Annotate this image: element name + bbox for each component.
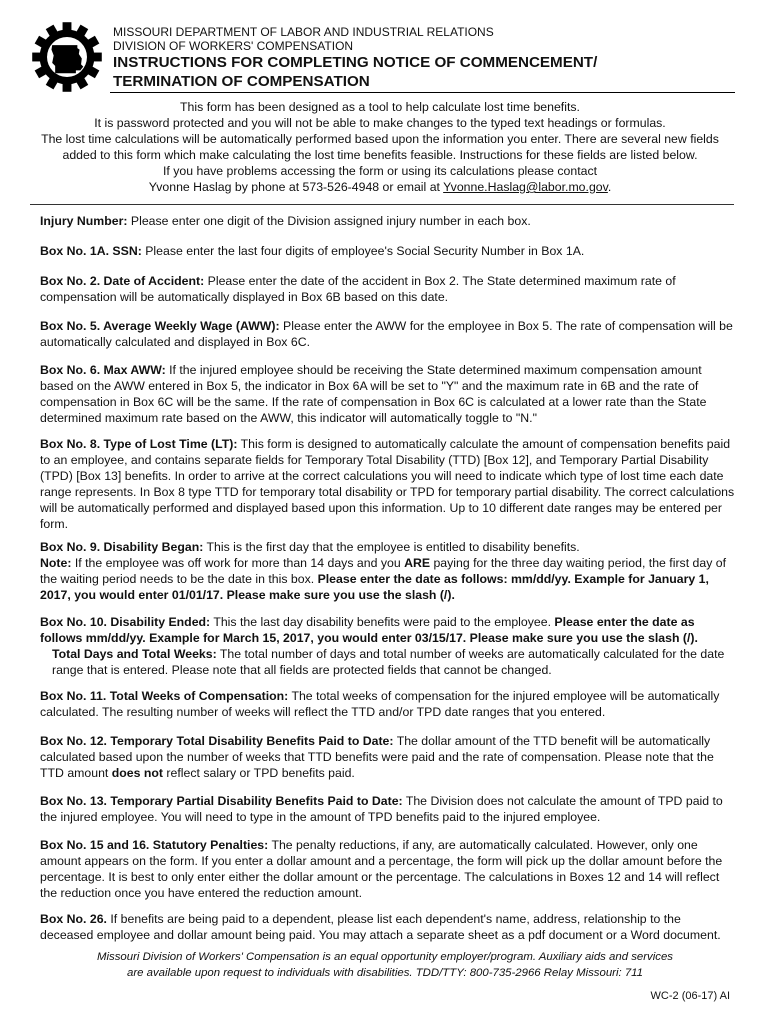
box-9-note-text-2: paying for the three day waiting period, the first day of the waiting period needs to be the date in this box.: [40, 556, 727, 587]
intro-line-1: This form has been designed as a tool to help calculate lost time benefits.: [180, 100, 580, 114]
box-12-text: The dollar amount of the TTD benefit will be automatically calculated based upon the number of weeks that TTD benefits were paid and the rate of compensation. Please note that the TTD amount: [40, 734, 714, 781]
box-9-text: This is the first day that the employee is entitled to disability benefits.: [203, 540, 580, 554]
box-10-instruction: [40, 614, 735, 678]
missouri-gear-seal-icon: [30, 20, 104, 94]
box-6-instruction: [40, 362, 735, 426]
box-5-instruction: [40, 318, 735, 350]
total-days-weeks-text: The total number of days and total number of weeks are automatically calculated for the date range that is entered. Please note that all fields are protected fields that cannot be changed.: [52, 647, 725, 678]
department-name: MISSOURI DEPARTMENT OF LABOR AND INDUSTRIAL RELATIONS: [113, 25, 494, 39]
box-6-label: Box No. 6. Max AWW:: [40, 363, 166, 377]
box-12-text-end: reflect salary or TPD benefits paid.: [163, 766, 355, 781]
injury-number-text: Please enter one digit of the Division assigned injury number in each box.: [127, 214, 531, 228]
box-12-label: Box No. 12. Temporary Total Disability Benefits Paid to Date:: [40, 734, 394, 748]
footer-eeo-line-2: are available upon request to individuals with disabilities. TDD/TTY: 800-735-2966 Relay Missouri: 711: [126, 967, 643, 979]
box-9-note-are: ARE: [404, 556, 431, 571]
intro-line-5: If you have problems accessing the form or using its calculations please contact: [162, 164, 598, 178]
box-9-label: Box No. 9. Disability Began:: [40, 540, 204, 554]
box-26-label: Box No. 26.: [40, 912, 107, 926]
box-13-instruction: [40, 793, 735, 825]
box-10-label: Box No. 10. Disability Ended:: [40, 615, 211, 629]
box-1a-instruction: [40, 243, 735, 259]
box-5-text: Please enter the AWW for the employee in Box 5. The rate of compensation will be automatically calculated and displayed in Box 6C.: [40, 319, 733, 350]
intro-line-4: added to this form which make calculating the lost time benefits feasible. Instructions for these fields are listed below.: [62, 148, 698, 162]
intro-divider: [30, 204, 734, 205]
injury-number-instruction: [40, 213, 735, 229]
intro-line-6: [30, 179, 730, 195]
header-divider: [110, 92, 735, 93]
box-10-date-format: Please enter the date as follows mm/dd/yy. Example for March 15, 2017, you would enter 03/15/17. Please make sure you use the slash (/).: [40, 615, 698, 646]
injury-number-label: Injury Number:: [40, 214, 128, 228]
box-9-note-label: Note:: [40, 556, 72, 571]
intro-contact-text: Yvonne Haslag by phone at 573-526-4948 or email at: [148, 180, 444, 194]
box-8-instruction: [40, 436, 735, 533]
intro-line-2: It is password protected and you will not be able to make changes to the typed text headings or formulas.: [94, 116, 666, 130]
box-5-label: Box No. 5. Average Weekly Wage (AWW):: [40, 319, 280, 333]
box-11-label: Box No. 11. Total Weeks of Compensation:: [40, 689, 289, 703]
box-26-instruction: [40, 911, 735, 943]
box-10-text: This the last day disability benefits were paid to the employee.: [210, 615, 555, 629]
total-days-weeks-instruction: [40, 646, 735, 678]
email-link[interactable]: Yvonne.Haslag@labor.mo.gov: [443, 180, 608, 194]
box-1a-text: Please enter the last four digits of employee's Social Security Number in Box 1A.: [141, 244, 585, 258]
box-11-text: The total weeks of compensation for the injured employee will be automatically calculated. The resulting number of weeks will reflect the TTD and/or TPD date ranges that you entered.: [40, 689, 720, 720]
page-title-line2: TERMINATION OF COMPENSATION: [113, 73, 370, 90]
total-days-weeks-label: Total Days and Total Weeks:: [52, 647, 217, 662]
box-2-instruction: [40, 273, 735, 305]
page-title-line1: INSTRUCTIONS FOR COMPLETING NOTICE OF COMMENCEMENT/: [113, 54, 598, 71]
box-15-16-instruction: [40, 837, 735, 901]
box-2-label: Box No. 2. Date of Accident:: [40, 274, 205, 288]
intro-contact-end: .: [607, 180, 612, 194]
box-9-note-text: If the employee was off work for more than 14 days and you: [71, 556, 405, 571]
box-8-label: Box No. 8. Type of Lost Time (LT):: [40, 437, 238, 451]
box-6-text: If the injured employee should be receiving the State determined maximum compensation amount based on the AWW entered in Box 5, the indicator in Box 6A will be set to "Y" and the maximum rate in 6B and the rate of compensation in Box 6C will be the same. If the rate of compensation in Box 6C is calculated at a lower rate than the State determined maximum rate based on the AWW, this indicator will automatically toggle to "N.": [40, 363, 707, 426]
box-15-16-text: The penalty reductions, if any, are automatically calculated. However, only one amount appears on the form. If you enter a dollar amount and a percentage, the form will pick up the dollar amount before the percentage. It is best to only enter either the dollar amount or the percentage. The calculations in Boxes 12 and 14 will reflect the reduction once you have entered the reduction amount.: [40, 838, 723, 901]
intro-line-3: The lost time calculations will be automatically performed based upon the information you enter. There are several new fields: [41, 132, 719, 146]
box-13-text: The Division does not calculate the amount of TPD paid to the injured employee. You will need to type in the amount of TPD benefits paid to the injured employee.: [40, 794, 723, 825]
box-2-text: Please enter the date of the accident in Box 2. The State determined maximum rate of compensation will be automatically displayed in Box 6B based on this date.: [40, 274, 676, 305]
box-11-instruction: [40, 688, 735, 720]
box-1a-label: Box No. 1A. SSN:: [40, 244, 142, 258]
box-12-does-not: does not: [111, 766, 164, 781]
box-13-label: Box No. 13. Temporary Partial Disability Benefits Paid to Date:: [40, 794, 403, 808]
box-8-text: This form is designed to automatically calculate the amount of compensation benefits paid to an employee, and contains separate fields for Temporary Total Disability (TTD) [Box 12], and Temporary Partial Disability (TPD) [Box 13] benefits. In order to arrive at the correct calculations you will need to indicate which type of lost time each date range represents. In Box 8 type TTD for temporary total disability or TPD for temporary partial disability. The correct calculations will be automatically performed and displayed based upon this information. Up to 10 different date ranges may be entered per form.: [40, 437, 735, 532]
box-9-note-date-format: Please enter the date as follows: mm/dd/yy. Example for January 1, 2017, you would enter 01/01/17. Please make sure you use the slash (/).: [40, 572, 709, 603]
box-12-instruction: [40, 733, 735, 781]
division-name: DIVISION OF WORKERS' COMPENSATION: [113, 39, 354, 53]
form-number: WC-2 (06-17) AI: [650, 990, 730, 1002]
box-26-text: If benefits are being paid to a dependent, please list each dependent's name, address, relationship to the deceased employee and dollar amount being paid. You may attach a separate sheet as a pdf document or a Word document.: [40, 912, 721, 943]
footer-eeo-line-1: Missouri Division of Workers' Compensation is an equal opportunity employer/program. Auxiliary aids and services: [97, 951, 673, 963]
box-9-instruction: [40, 539, 735, 603]
box-15-16-label: Box No. 15 and 16. Statutory Penalties:: [40, 838, 269, 852]
